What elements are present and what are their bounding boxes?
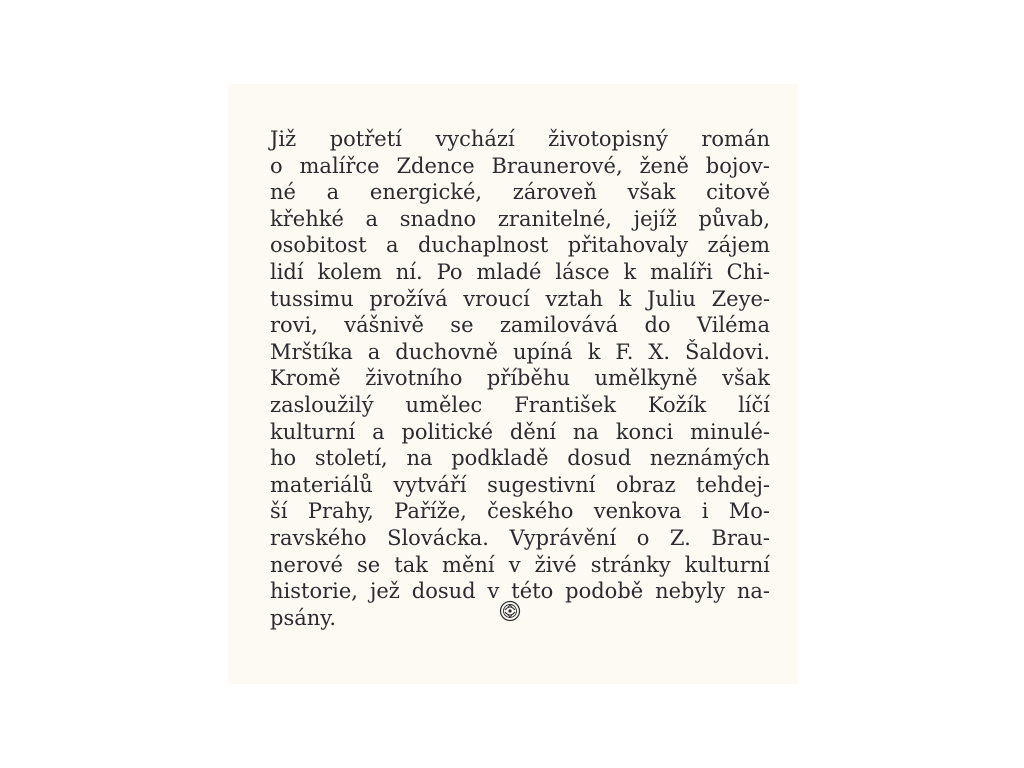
text-line: zasloužilý umělec František Kožík líčí [270, 392, 770, 417]
text-line: ší Prahy, Paříže, českého venkova i Mo- [270, 499, 770, 524]
text-line: Kromě životního příběhu umělkyně však [270, 366, 770, 391]
blurb-text [270, 126, 770, 631]
text-line: ravského Slovácka. Vyprávění o Z. Brau- [270, 525, 770, 550]
text-line: rovi, vášnivě se zamilovává do Viléma [270, 313, 770, 338]
text-line: lidí kolem ní. Po mladé lásce k malíři Chi- [270, 259, 770, 284]
text-line: materiálů vytváří sugestivní obraz tehdej- [270, 472, 770, 497]
text-line: kulturní a politické dění na konci minulé- [270, 419, 770, 444]
text-line-last: psány. [270, 605, 337, 630]
text-line: ho století, na podkladě dosud neznámých [270, 446, 770, 471]
text-line: Již potřetí vychází životopisný román [270, 127, 770, 151]
text-line: Mrštíka a duchovně upíná k F. X. Šaldovi. [270, 339, 770, 364]
text-line: nerové se tak mění v živé stránky kulturní [270, 552, 770, 577]
text-line: né a energické, zároveň však citově [270, 180, 770, 205]
text-line: tussimu prožívá vroucí vztah k Juliu Zeye- [270, 286, 770, 311]
text-line: historie, jež dosud v této podobě nebyly na- [270, 579, 770, 604]
book-flap-page [228, 84, 798, 684]
text-line: křehké a snadno zranitelné, jejíž půvab, [270, 206, 770, 231]
text-line: osobitost a duchaplnost přitahovaly zájem [270, 233, 770, 258]
text-line: o malířce Zdence Braunerové, ženě bojov- [270, 153, 770, 178]
publisher-emblem-icon [499, 600, 521, 622]
